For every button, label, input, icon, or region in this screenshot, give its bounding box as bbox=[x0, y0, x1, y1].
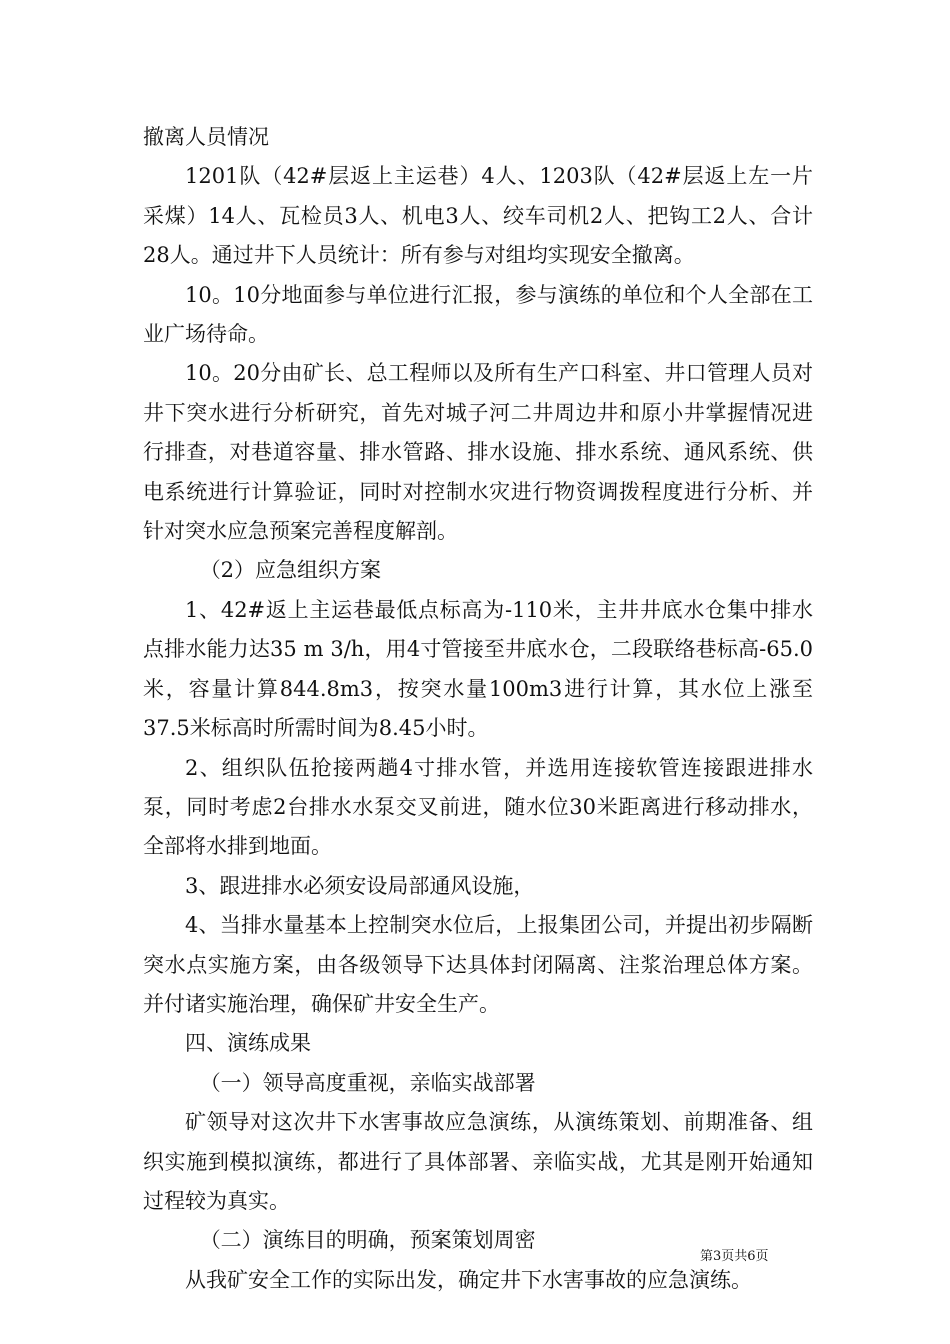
paragraph-evacuation-personnel: 1201队（42#层返上主运巷）4人、1203队（42#层返上左一片采煤）14人、瓦检员3人、机电3人、绞车司机2人、把钩工2人、合计28人。通过井下人员统计：所有参与对组均实现安全撤离。 bbox=[143, 164, 813, 268]
paragraph-leadership: 矿领导对这次井下水害事故应急演练，从演练策划、前期准备、组织实施到模拟演练，都进行了具体部署、亲临实战，尤其是刚开始通知过程较为真实。 bbox=[143, 1110, 813, 1213]
section-heading-drill-results: 四、演练成果 bbox=[185, 1031, 311, 1056]
subheading-leadership: （一）领导高度重视，亲临实战部署 bbox=[199, 1070, 536, 1095]
paragraph-plan-item-4: 4、当排水量基本上控制突水位后，上报集团公司，并提出初步隔断突水点实施方案，由各级领导下达具体封闭隔离、注浆治理总体方案。并付诸实施治理，确保矿井安全生产。 bbox=[143, 913, 813, 1016]
paragraph-plan-item-2: 2、组织队伍抢接两趟4寸排水管，并选用连接软管连接跟进排水泵，同时考虑2台排水水泵交叉前进，随水位30米距离进行移动排水，全部将水排到地面。 bbox=[143, 755, 813, 859]
paragraph-drill-purpose: 从我矿安全工作的实际出发，确定井下水害事故的应急演练。 bbox=[185, 1267, 752, 1292]
section-heading-emergency-plan: （2）应急组织方案 bbox=[199, 558, 382, 583]
subheading-drill-purpose: （二）演练目的明确，预案策划周密 bbox=[199, 1228, 536, 1253]
paragraph-analysis-research: 10。20分由矿长、总工程师以及所有生产口科室、井口管理人员对井下突水进行分析研究，首先对城子河二井周边井和原小井掌握情况进行排查，对巷道容量、排水管路、排水设施、排水系统、通风系统、供电系统进行计算验证，同时对控制水灾进行物资调拨程度进行分析、并针对突水应急预案完善程度解剖。 bbox=[143, 361, 813, 544]
paragraph-evacuation-heading: 撤离人员情况 bbox=[143, 125, 269, 149]
paragraph-plan-item-1: 1、42#返上主运巷最低点标高为-110米，主井井底水仓集中排水点排水能力达35 m 3/h，用4寸管接至井底水仓，二段联络巷标高-65.0米，容量计算844.8m3，按突水量100m3进行计算，其水位上涨至37.5米标高时所需时间为8.45小时。 bbox=[143, 597, 813, 741]
page-number-footer: 第3页共6页 bbox=[700, 1249, 769, 1264]
paragraph-plan-item-3: 3、跟进排水必须安设局部通风设施， bbox=[185, 873, 535, 898]
document-body bbox=[143, 118, 813, 1300]
paragraph-ground-report: 10。10分地面参与单位进行汇报，参与演练的单位和个人全部在工业广场待命。 bbox=[143, 282, 813, 347]
